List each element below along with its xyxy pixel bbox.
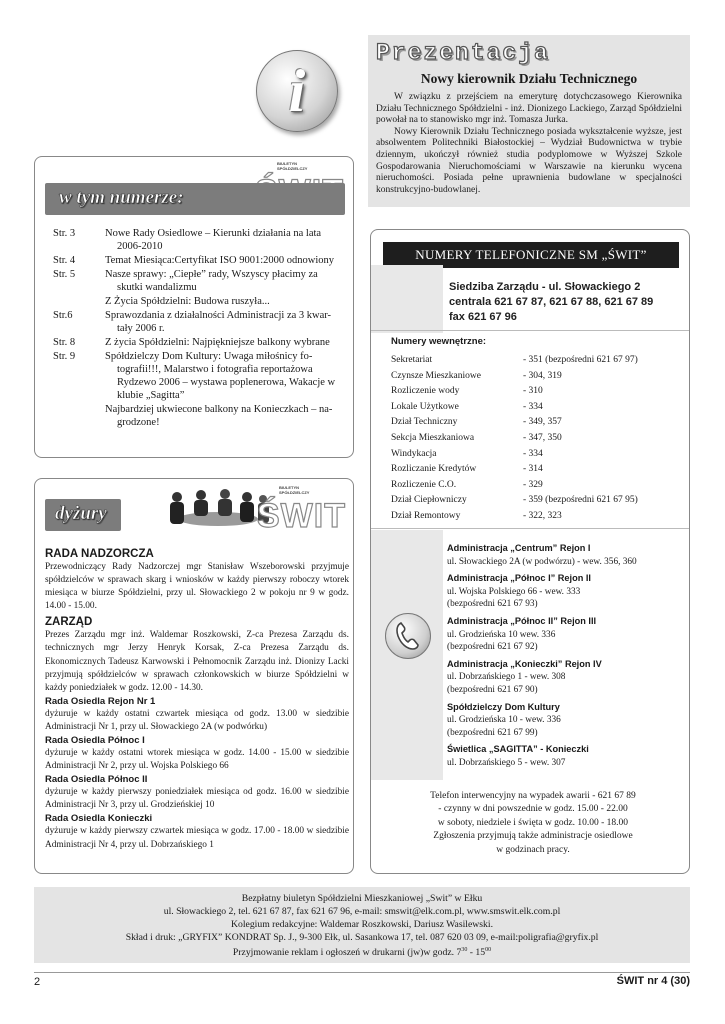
- dyzury-ribbon: [45, 499, 121, 531]
- duty-heading: Rada Osiedla Konieczki: [45, 813, 153, 825]
- extension-number: - 322, 323: [523, 510, 562, 521]
- administration-name: Administracja „Konieczki” Rejon IV: [447, 658, 602, 669]
- footer-line: Bezpłatny biuletyn Spółdzielni Mieszkaniowej „Swit” w Ełku: [241, 893, 483, 904]
- emergency-line: Zgłoszenia przyjmują także administracje osiedlowe: [433, 831, 633, 842]
- divider: [371, 330, 689, 331]
- internal-number-row: [391, 400, 683, 416]
- prezentacja-paragraph: W związku z przejściem na emeryturę dotychczasowego Kierownika Działu Technicznego Spółdzielni - inż. Dionizego Lackiego, Zarząd Spółdzielni powołał na to stanowisko mgr inż. Tomasza Jurka.: [376, 92, 682, 126]
- department-name: Sekretariat: [391, 355, 433, 365]
- emergency-line: - czynny w dni powszednie w godz. 15.00 - 22.00: [438, 804, 628, 815]
- extension-number: - 329: [523, 479, 543, 490]
- extension-number: - 349, 357: [523, 417, 562, 428]
- toc-page-number: Str. 3: [53, 228, 76, 239]
- headquarters-line: Siedziba Zarządu - ul. Słowackiego 2: [449, 281, 641, 293]
- toc-title: w tym numerze:: [59, 187, 184, 208]
- logo-word: ŚWIT: [257, 497, 346, 535]
- toc-page-number: [43, 295, 105, 308]
- toc-entry: [105, 309, 351, 335]
- administration-name: Administracja „Północ II” Rejon III: [447, 615, 597, 626]
- administration-line: ul. Grodzieńska 10 wew. 336: [447, 629, 556, 640]
- administration-name: Świetlica „SAGITTA” - Konieczki: [447, 744, 589, 755]
- administration-entry: [447, 743, 683, 769]
- duty-text: dyżuruje w każdy pierwszy czwartek miesiąca w godz. 17.00 - 18.00 w siedzibie Administracji Nr 4, przy ul. Dobrzańskiego 1: [45, 826, 349, 850]
- administration-entry: [447, 658, 683, 697]
- toc-item: [43, 254, 351, 267]
- swit-logo: [257, 483, 346, 535]
- internal-numbers-list: [391, 353, 683, 525]
- toc-item: [43, 295, 351, 308]
- divider: [34, 972, 690, 973]
- toc-entry-text: Z Życia Spółdzielni: Budowa ruszyła...: [105, 296, 270, 307]
- toc-entry: [105, 268, 351, 294]
- department-name: Windykacja: [391, 448, 437, 459]
- administration-line: ul. Wojska Polskiego 66 - wew. 333: [447, 586, 581, 597]
- toc-entry-text: Najbardziej ukwiecone balkony na Konieczkach – na-: [105, 404, 333, 415]
- toc-ribbon: [45, 183, 345, 215]
- toc-entry: [105, 336, 351, 349]
- toc-entry-continued: grodzone!: [117, 417, 160, 428]
- duty-heading: RADA NADZORCZA: [45, 548, 154, 560]
- toc-entry: [105, 350, 351, 402]
- logo-subtitle: [277, 161, 307, 171]
- internal-number-row: [391, 369, 683, 385]
- internal-number-row: [391, 509, 683, 525]
- prezentacja-title: Prezentacja: [376, 40, 550, 66]
- toc-entry: [105, 254, 351, 267]
- administration-entry: [447, 542, 683, 568]
- toc-item: [43, 403, 351, 429]
- toc-entry-text: Temat Miesiąca:Certyfikat ISO 9001:2000 odnowiony: [105, 255, 335, 266]
- toc-entry-text: Sprawozdania z działalności Administracji za 3 kwar-: [105, 310, 332, 321]
- page-number: 2: [34, 976, 41, 988]
- internal-number-row: [391, 415, 683, 431]
- toc-entry-continued: tografii!!!, Malarstwo i fotografia reportażowa Rydzewo 2006 – wystawa poplenerowa, Wakacje w klubie „Sagitta”: [117, 364, 336, 401]
- logo-subtitle: [279, 485, 309, 495]
- toc-entry-continued: 2006-2010: [117, 241, 163, 252]
- duty-text: dyżuruje w każdy pierwszy poniedziałek miesiąca od godz. 16.00 w siedzibie Administracji Nr 3, przy ul. Grodzieńskiej 10: [45, 787, 349, 811]
- prezentacja-section: [368, 35, 690, 207]
- toc-entry-continued: tały 2006 r.: [117, 323, 165, 334]
- extension-number: - 334: [523, 448, 543, 459]
- footer-line: Kolegium redakcyjne: Waldemar Roszkowski, Dariusz Wasilewski.: [230, 919, 493, 930]
- duty-heading: Rada Osiedla Rejon Nr 1: [45, 695, 156, 707]
- prezentacja-headline: Nowy kierownik Działu Technicznego: [420, 71, 638, 86]
- toc-entry-text: Nasze sprawy: „Ciepłe” rady, Wszyscy płacimy za: [105, 269, 318, 280]
- administration-line: (bezpośredni 621 67 90): [447, 684, 538, 695]
- toc-page-number: Str.6: [53, 310, 73, 321]
- toc-page-number: Str. 8: [53, 337, 76, 348]
- administration-line: (bezpośredni 621 67 99): [447, 727, 538, 738]
- toc-page-number: Str. 9: [53, 351, 76, 362]
- duty-heading: Rada Osiedla Północ I: [45, 735, 145, 747]
- dyzury-list: [45, 545, 349, 852]
- duty-text: dyżuruje w każdy ostatni czwartek miesiąca od godz. 13.00 w siedzibie Administracji Nr 1, przy ul. Słowackiego 2A (w podwórku): [45, 708, 349, 732]
- department-name: Dział Remontowy: [391, 510, 461, 521]
- footer-line: [34, 944, 690, 959]
- toc-entry-text: Nowe Rady Osiedlowe – Kierunki działania na lata: [105, 228, 322, 239]
- internal-number-row: [391, 478, 683, 494]
- emergency-line: w soboty, niedziele i święta w godz. 10.00 - 18.00: [437, 817, 629, 828]
- extension-number: - 359 (bezpośredni 621 67 95): [523, 495, 638, 506]
- extension-number: - 310: [523, 386, 543, 397]
- logo-sub2: SPÓŁDZIELCZY: [279, 490, 310, 495]
- department-name: Rozliczanie Kredytów: [391, 464, 477, 475]
- duty-heading: Rada Osiedla Północ II: [45, 774, 148, 786]
- dyzury-title: dyżury: [55, 503, 107, 524]
- administrations-list: [447, 542, 683, 774]
- internal-number-row: [391, 493, 683, 509]
- toc-item: [43, 227, 351, 253]
- department-name: Dział Ciepłowniczy: [391, 495, 467, 506]
- duty-text: Prezes Zarządu mgr inż. Waldemar Roszkowski, Z-ca Prezesa Zarządu ds. technicznych mgr Jerzy Henryk Korsak, Z-ca Prezesa Zarządu ds. Ekonomicznych Tadeusz Karwowski i Pełnomocnik Zarządu inż. Dionizy Lacki przyjmują spółdzielców w sprawach członkowskich w biurze Spółdzielni w każdy poniedziałek w godz. 12.00 - 14.30.: [45, 630, 349, 693]
- divider: [371, 528, 689, 529]
- administration-name: Spółdzielczy Dom Kultury: [447, 701, 560, 712]
- extension-number: - 351 (bezpośredni 621 67 97): [523, 355, 638, 365]
- administration-name: Administracja „Północ I” Rejon II: [447, 573, 591, 584]
- toc-item: [43, 268, 351, 294]
- telephone-icon: [385, 613, 431, 659]
- footer-sup: 30: [461, 947, 468, 953]
- internal-number-row: [391, 384, 683, 400]
- emergency-line: Telefon interwencyjny na wypadek awarii - 621 67 89: [430, 791, 636, 801]
- duty-text: dyżuruje w każdy ostatni wtorek miesiąca w godz. 14.00 - 15.00 w siedzibie Administracji Nr 2, przy ul. Wojska Polskiego 66: [45, 748, 349, 772]
- issue-label: ŚWIT nr 4 (30): [616, 975, 690, 987]
- department-name: Rozliczenie C.O.: [391, 479, 457, 490]
- internal-number-row: [391, 353, 683, 369]
- administration-line: ul. Słowackiego 2A (w podwórzu) - wew. 356, 360: [447, 556, 637, 567]
- gray-side-panel: [371, 265, 443, 333]
- footer-line: Skład i druk: „GRYFIX” KONDRAT Sp. J., 9-300 Ełk, ul. Sasankowa 17, tel. 087 620 03 09, e-mail:poligrafia@gryfix.pl: [125, 932, 599, 943]
- toc-page-number: [43, 403, 105, 429]
- administration-entry: [447, 701, 683, 740]
- toc-entry: [105, 227, 351, 253]
- duty-text: Przewodniczący Rady Nadzorczej mgr Stanisław Wszeborowski przyjmuje spółdzielców w sprawach skarg i wniosków w każdy pierwszy roboczy wtorek miesiąca w biurze Spółdzielni, przy ul. Słowackiego 2 w pokoju nr 9 w godz. 14.00 - 15.00.: [45, 562, 349, 612]
- toc-entry-text: Spółdzielczy Dom Kultury: Uwaga miłośnicy fo-: [105, 351, 313, 362]
- internal-number-row: [391, 431, 683, 447]
- extension-number: - 304, 319: [523, 370, 562, 381]
- administration-entry: [447, 572, 683, 611]
- administration-line: ul. Dobrzańskiego 5 - wew. 307: [447, 757, 566, 768]
- department-name: Sekcja Mieszkaniowa: [391, 432, 475, 443]
- emergency-info: [391, 790, 675, 857]
- footer: [34, 887, 690, 963]
- toc-entry-continued: skutki wandalizmu: [117, 282, 197, 293]
- administration-name: Administracja „Centrum” Rejon I: [447, 543, 591, 553]
- logo-sub2: SPÓŁDZIELCZY: [277, 166, 308, 171]
- headquarters-line: fax 621 67 96: [449, 311, 517, 323]
- toc-item: [43, 309, 351, 335]
- internal-number-row: [391, 447, 683, 463]
- phone-numbers-box: [370, 229, 690, 874]
- footer-ads-text: Przyjmowanie reklam i ogłoszeń w drukarni (jw)w godz. 7: [232, 947, 462, 959]
- prezentacja-body: [376, 92, 682, 196]
- info-icon: i: [256, 50, 338, 132]
- toc-item: [43, 350, 351, 402]
- emergency-line: w godzinach pracy.: [496, 844, 570, 855]
- extension-number: - 314: [523, 464, 543, 475]
- phone-numbers-title: NUMERY TELEFONICZNE SM „ŚWIT”: [383, 242, 679, 268]
- prezentacja-paragraph: Nowy Kierownik Działu Technicznego posiada wykształcenie wyższe, jest absolwentem Politechniki Białostockiej – Wydział Budownictwa w trybie dziennym, ukończył również studia podyplomowe w Wyższej Szkole Gospodarowania Nieruchomościami w Warszawie na kierunku wycena nieruchomości. Posiada pełne uprawnienia budowlane w specjalności konstrukcyjno-budowlanej.: [376, 126, 682, 195]
- toc-entry: [105, 403, 351, 429]
- internal-number-row: [391, 462, 683, 478]
- headquarters-line: centrala 621 67 87, 621 67 88, 621 67 89: [449, 296, 654, 308]
- headquarters-info: [449, 280, 653, 325]
- logo-sub1: BIULETYN: [279, 485, 299, 490]
- internal-numbers-title: Numery wewnętrzne:: [391, 336, 487, 347]
- dyzury-box: [34, 478, 354, 874]
- department-name: Lokale Użytkowe: [391, 401, 459, 412]
- administration-line: ul. Dobrzańskiego 1 - wew. 308: [447, 672, 566, 683]
- administration-line: (bezpośredni 621 67 92): [447, 642, 538, 653]
- administration-line: ul. Grodzieńska 10 - wew. 336: [447, 715, 561, 726]
- toc-entry-text: Z życia Spółdzielni: Najpiękniejsze balkony wybrane: [105, 337, 330, 348]
- toc-page-number: Str. 4: [53, 255, 76, 266]
- department-name: Rozliczenie wody: [391, 386, 460, 397]
- footer-line: ul. Słowackiego 2, tel. 621 67 87, fax 621 67 96, e-mail: smswit@elk.com.pl, www.smswit.elk.com.pl: [163, 906, 561, 917]
- toc-item: [43, 336, 351, 349]
- administration-entry: [447, 615, 683, 654]
- footer-sup: 00: [485, 947, 492, 953]
- duty-heading: ZARZĄD: [45, 616, 93, 629]
- toc-list: [43, 227, 351, 430]
- toc-box: [34, 156, 354, 458]
- toc-page-number: Str. 5: [53, 269, 76, 280]
- toc-entry: [105, 295, 351, 308]
- extension-number: - 334: [523, 401, 543, 412]
- administration-line: (bezpośredni 621 67 93): [447, 599, 538, 610]
- logo-sub1: BIULETYN: [277, 161, 297, 166]
- footer-ads-text: - 15: [467, 947, 486, 959]
- department-name: Dział Techniczny: [391, 417, 458, 428]
- department-name: Czynsze Mieszkaniowe: [391, 370, 481, 381]
- extension-number: - 347, 350: [523, 432, 562, 443]
